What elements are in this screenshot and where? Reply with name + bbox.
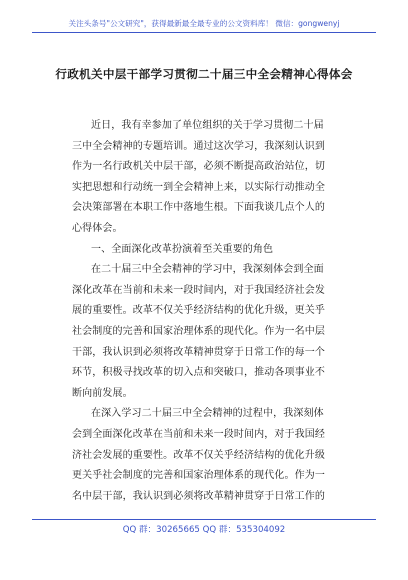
body-line: 心得体会。 — [72, 222, 123, 234]
body-line: 名中层干部，我认识到必须将改革精神贯穿于日常工作的 — [72, 490, 325, 502]
body-line: 干部，我认识到必须将改革精神贯穿于日常工作的每一个 — [72, 346, 325, 358]
body-line: 深化改革在当前和未来一段时间内，对于我国经济社会发 — [72, 284, 325, 296]
body-line: 在深入学习二十届三中全会精神的过程中，我深刻体 — [91, 408, 324, 420]
body-line: 会到全面深化改革在当前和未来一段时间内，对于我国经 — [72, 428, 325, 440]
body-line: 作为一名行政机关中层干部，必须不断提高政治站位，切 — [72, 161, 325, 173]
footer-divider — [32, 519, 376, 520]
document-body — [72, 116, 338, 507]
header-banner: 关注头条号"公文研究"，获得最新最全最专业的公文资料库！ 微信：gongwenyj — [68, 19, 340, 28]
body-line: 实把思想和行动统一到全会精神上来，以实际行动推动全 — [72, 181, 325, 193]
header-divider — [32, 32, 376, 33]
body-line: 济社会发展的重要性。改革不仅关乎经济结构的优化升级 — [72, 449, 325, 461]
body-line: 断向前发展。 — [72, 387, 133, 399]
body-line: 在二十届三中全会精神的学习中，我深刻体会到全面 — [91, 264, 324, 276]
section-heading: 一、全面深化改革扮演着至关重要的角色 — [91, 243, 274, 255]
footer-contact: QQ 群：30265665 QQ 群：535304092 — [122, 525, 286, 535]
document-title: 行政机关中层干部学习贯彻二十届三中全会精神心得体会 — [55, 67, 353, 81]
body-line: 环节，积极寻找改革的切入点和突破口，推动各项事业不 — [72, 367, 325, 379]
body-line: 三中全会精神的专题培训。通过这次学习，我深刻认识到 — [72, 140, 325, 152]
body-line: 近日，我有幸参加了单位组织的关于学习贯彻二十届 — [91, 120, 324, 131]
body-line: 社会制度的完善和国家治理体系的现代化。作为一名中层 — [72, 325, 325, 337]
body-line: 会决策部署在本职工作中落地生根。下面我谈几点个人的 — [72, 202, 325, 214]
body-line: 展的重要性。改革不仅关乎经济结构的优化升级，更关乎 — [72, 305, 325, 317]
body-line: 更关乎社会制度的完善和国家治理体系的现代化。作为一 — [72, 470, 325, 482]
